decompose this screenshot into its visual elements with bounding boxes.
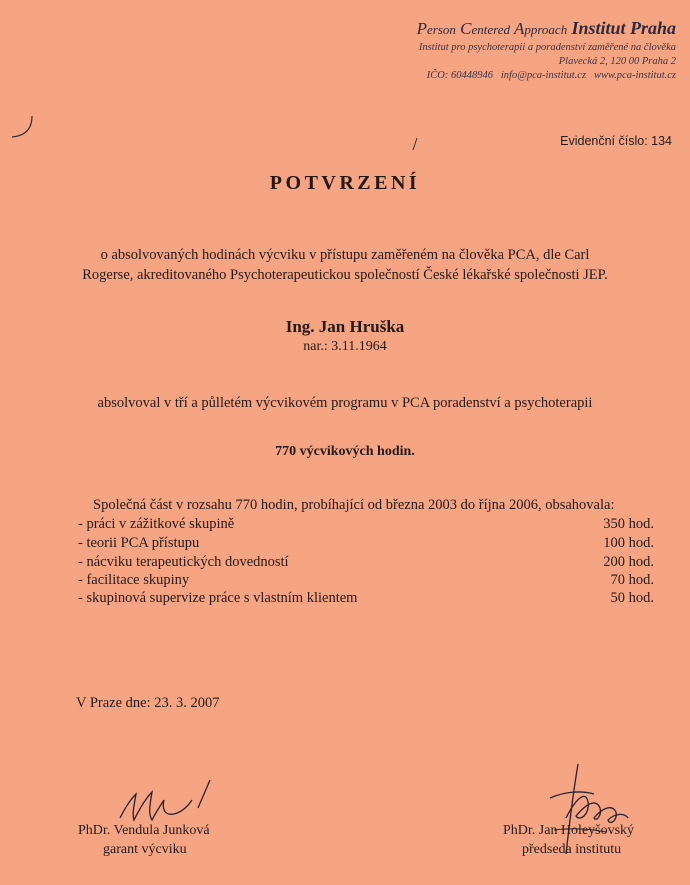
training-item-label: - práci v zážitkové skupině bbox=[78, 516, 235, 532]
institute-name-erson: erson bbox=[427, 22, 456, 37]
stray-mark bbox=[410, 136, 420, 152]
training-item-label: - nácviku terapeutických dovedností bbox=[78, 554, 289, 570]
document-title: POTVRZENÍ bbox=[269, 172, 421, 194]
institute-name-a: A bbox=[513, 19, 525, 38]
person-birthdate: nar.: 3.11.1964 bbox=[303, 339, 387, 354]
institute-name bbox=[417, 18, 676, 39]
institute-name-entered: entered bbox=[471, 22, 510, 37]
purpose-line-1: o absolvovaných hodinách výcviku v přístupu zaměřeném na člověka PCA, dle Carl bbox=[100, 247, 590, 263]
training-item-hours: 50 hod. bbox=[610, 590, 654, 606]
signatory-left-name: PhDr. Vendula Junková bbox=[78, 823, 210, 838]
institute-name-c: C bbox=[460, 19, 472, 38]
signatory-right-name: PhDr. Jan Holeyšovský bbox=[503, 823, 635, 838]
person-name: Ing. Jan Hruška bbox=[285, 317, 405, 336]
signatory-right-role: předseda institutu bbox=[522, 842, 622, 857]
institute-ico: IČO: 60448946 bbox=[426, 70, 493, 81]
training-item-hours: 350 hod. bbox=[603, 516, 654, 532]
training-item-label: - skupinová supervize práce s vlastním klientem bbox=[78, 590, 358, 606]
institute-address: Plavecká 2, 120 00 Praha 2 bbox=[558, 56, 676, 67]
institute-name-p: P bbox=[416, 19, 428, 38]
institute-name-praha: Institut Praha bbox=[571, 18, 676, 38]
training-item-hours: 100 hod. bbox=[603, 535, 654, 551]
issue-date: V Praze dne: 23. 3. 2007 bbox=[76, 695, 220, 711]
training-item-hours: 200 hod. bbox=[603, 554, 654, 570]
training-item-label: - teorii PCA přístupu bbox=[78, 535, 200, 551]
total-hours: 770 výcvikových hodin. bbox=[275, 444, 415, 459]
institute-web: www.pca-institut.cz bbox=[593, 70, 676, 81]
common-part-summary: Společná část v rozsahu 770 hodin, probíhající od března 2003 do října 2006, obsahovala: bbox=[93, 497, 615, 513]
training-item-hours: 70 hod. bbox=[610, 572, 654, 588]
margin-scratch bbox=[6, 112, 36, 142]
institute-email: info@pca-institut.cz bbox=[500, 70, 587, 81]
institute-contacts bbox=[427, 70, 676, 81]
training-item-label: - facilitace skupiny bbox=[78, 572, 190, 588]
purpose-line-2: Rogerse, akreditovaného Psychoterapeutickou společností České lékařské společnosti JEP. bbox=[82, 267, 608, 283]
institute-subtitle: Institut pro psychoterapii a poradenství zaměřené na člověka bbox=[418, 42, 676, 53]
institute-name-pproach: pproach bbox=[524, 22, 568, 37]
signatory-left-role: garant výcviku bbox=[103, 842, 187, 857]
completion-statement: absolvoval v tří a půlletém výcvikovém programu v PCA poradenství a psychoterapii bbox=[97, 395, 593, 411]
evidence-number: Evidenční číslo: 134 bbox=[560, 134, 672, 148]
purpose-text bbox=[0, 245, 690, 285]
